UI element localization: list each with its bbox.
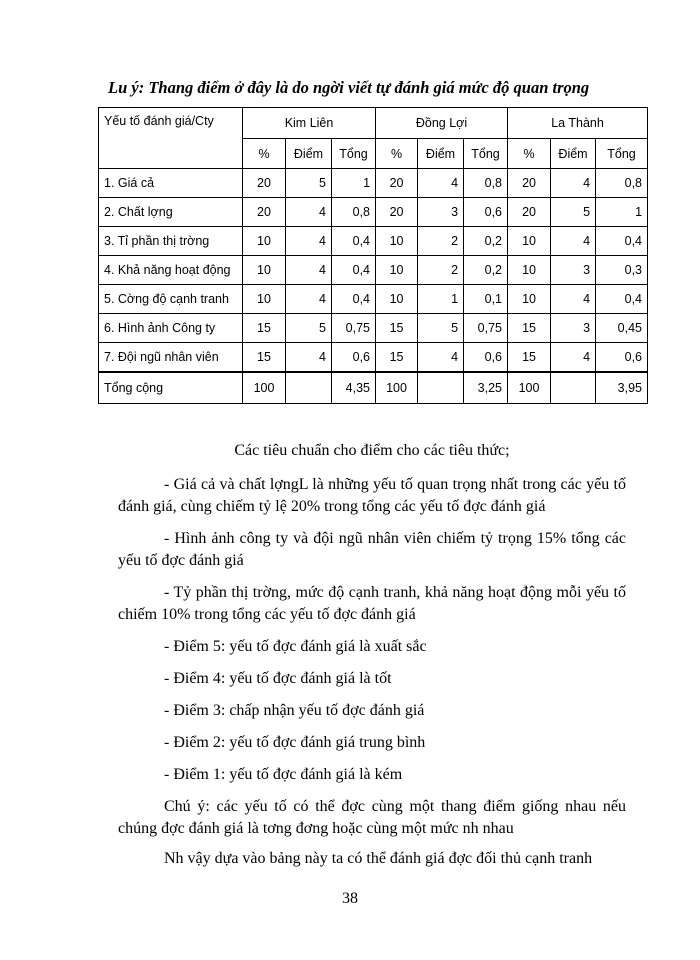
cell-total: 4,35	[332, 372, 376, 404]
header-company-1: Kim Liên	[243, 108, 376, 139]
cell-total: 0,8	[464, 169, 508, 198]
cell-score: 2	[418, 256, 464, 285]
bullet-score-4: - Điểm 4: yếu tố đợc đánh giá là tốt	[164, 670, 392, 687]
cell-percent: 15	[508, 314, 551, 343]
cell-score: 5	[418, 314, 464, 343]
cell-percent: 100	[376, 372, 418, 404]
cell-percent: 10	[243, 285, 286, 314]
cell-percent: 15	[376, 314, 418, 343]
table-row	[99, 343, 648, 373]
cell-total: 1	[596, 198, 648, 227]
cell-percent: 10	[376, 227, 418, 256]
cell-score: 5	[286, 169, 332, 198]
cell-total: 0,4	[332, 256, 376, 285]
table-row	[99, 256, 648, 285]
row-label: 7. Đội ngũ nhân viên	[99, 343, 243, 373]
row-label: 6. Hình ảnh Công ty	[99, 314, 243, 343]
table-row	[99, 198, 648, 227]
cell-total: 0,75	[332, 314, 376, 343]
cell-total: 0,45	[596, 314, 648, 343]
bullet-score-5: - Điểm 5: yếu tố đợc đánh giá là xuất sắc	[164, 638, 427, 655]
table-row	[99, 169, 648, 198]
cell-score: 4	[551, 169, 596, 198]
cell-score: 4	[551, 227, 596, 256]
bullet-score-2: - Điểm 2: yếu tố đợc đánh giá trung bình	[164, 734, 426, 751]
cell-score: 1	[418, 285, 464, 314]
cell-total: 0,4	[332, 227, 376, 256]
cell-score	[286, 372, 332, 404]
header-factor: Yếu tố đánh giá/Cty	[99, 108, 243, 169]
paragraph-image-staff: - Hình ảnh công ty và đội ngũ nhân viên chiếm tỷ trọng 15% tổng các yếu tố đợc đánh giá	[118, 530, 626, 569]
cell-score: 4	[286, 256, 332, 285]
cell-total: 0,8	[332, 198, 376, 227]
paragraph-closing: Nh vậy dựa vào bảng này ta có thể đánh giá đợc đối thủ cạnh tranh	[164, 850, 593, 867]
cell-percent: 15	[243, 343, 286, 373]
body-text	[118, 440, 626, 880]
cell-percent: 100	[243, 372, 286, 404]
cell-total: 3,95	[596, 372, 648, 404]
cell-total: 3,25	[464, 372, 508, 404]
subheader-percent: %	[376, 139, 418, 169]
cell-total: 0,3	[596, 256, 648, 285]
cell-total: 0,6	[464, 343, 508, 373]
row-label: 3. Tỉ phần thị trờng	[99, 227, 243, 256]
paragraph-note: Chú ý: các yếu tố có thể đợc cùng một thang điểm giống nhau nếu chúng đợc đánh giá là tơng đơng hoặc cùng một mức nh nhau	[118, 798, 626, 837]
subheader-score: Điểm	[418, 139, 464, 169]
cell-percent: 10	[243, 256, 286, 285]
cell-percent: 20	[508, 169, 551, 198]
row-label: 2. Chất lợng	[99, 198, 243, 227]
paragraph-price-quality: - Giá cả và chất lợngL là những yếu tố quan trọng nhất trong các yếu tố đánh giá, cùng chiếm tỷ lệ 20% trong tổng các yếu tố đợc đánh giá	[118, 476, 626, 515]
cell-percent: 15	[508, 343, 551, 373]
cell-total: 0,2	[464, 256, 508, 285]
subheader-total: Tổng	[464, 139, 508, 169]
cell-percent: 10	[508, 285, 551, 314]
cell-score: 5	[286, 314, 332, 343]
cell-percent: 10	[508, 227, 551, 256]
cell-percent: 20	[376, 169, 418, 198]
cell-score: 4	[286, 198, 332, 227]
cell-percent: 100	[508, 372, 551, 404]
paragraph-market-share: - Tỷ phần thị trờng, mức độ cạnh tranh, khả năng hoạt động mỗi yếu tố chiếm 10% trong tổng các yếu tố đợc đánh giá	[118, 584, 626, 623]
criteria-heading: Các tiêu chuẩn cho điểm cho các tiêu thức;	[234, 442, 510, 459]
bullet-score-3: - Điểm 3: chấp nhận yếu tố đợc đánh giá	[164, 702, 425, 719]
cell-score: 4	[286, 285, 332, 314]
cell-score: 3	[418, 198, 464, 227]
cell-percent: 10	[376, 256, 418, 285]
row-label: 5. Cờng độ cạnh tranh	[99, 285, 243, 314]
bullet-score-1: - Điểm 1: yếu tố đợc đánh giá là kém	[164, 766, 403, 783]
cell-total: 0,2	[464, 227, 508, 256]
page-number: 38	[342, 890, 358, 907]
subheader-score: Điểm	[286, 139, 332, 169]
cell-score: 5	[551, 198, 596, 227]
cell-total: 0,75	[464, 314, 508, 343]
table-row	[99, 314, 648, 343]
subheader-total: Tổng	[332, 139, 376, 169]
cell-percent: 10	[376, 285, 418, 314]
cell-total: 0,6	[596, 343, 648, 373]
cell-percent: 15	[243, 314, 286, 343]
cell-score: 4	[286, 227, 332, 256]
cell-score	[551, 372, 596, 404]
cell-total: 0,4	[332, 285, 376, 314]
cell-score	[418, 372, 464, 404]
cell-score: 4	[551, 343, 596, 373]
subheader-percent: %	[243, 139, 286, 169]
cell-percent: 20	[508, 198, 551, 227]
row-label: Tổng cộng	[99, 372, 243, 404]
cell-percent: 20	[243, 198, 286, 227]
cell-score: 4	[551, 285, 596, 314]
row-label: 4. Khả năng hoạt động	[99, 256, 243, 285]
subheader-score: Điểm	[551, 139, 596, 169]
header-company-2: Đồng Lợi	[376, 108, 508, 139]
table-row	[99, 285, 648, 314]
cell-score: 3	[551, 314, 596, 343]
cell-percent: 10	[508, 256, 551, 285]
cell-total: 0,4	[596, 227, 648, 256]
table-total-row	[99, 372, 648, 404]
subheader-total: Tổng	[596, 139, 648, 169]
cell-score: 4	[418, 169, 464, 198]
cell-total: 0,1	[464, 285, 508, 314]
score-table	[98, 107, 648, 404]
cell-total: 0,4	[596, 285, 648, 314]
cell-total: 0,6	[332, 343, 376, 373]
cell-score: 4	[418, 343, 464, 373]
cell-percent: 10	[243, 227, 286, 256]
header-company-3: La Thành	[508, 108, 648, 139]
cell-score: 3	[551, 256, 596, 285]
subheader-percent: %	[508, 139, 551, 169]
cell-total: 0,8	[596, 169, 648, 198]
cell-total: 1	[332, 169, 376, 198]
cell-score: 2	[418, 227, 464, 256]
cell-percent: 15	[376, 343, 418, 373]
cell-percent: 20	[243, 169, 286, 198]
row-label: 1. Giá cả	[99, 169, 243, 198]
table-row	[99, 227, 648, 256]
cell-score: 4	[286, 343, 332, 373]
table-note: Lu ý: Thang điểm ở đây là do ngời viết tự đánh giá mức độ quan trọng	[108, 78, 590, 97]
cell-total: 0,6	[464, 198, 508, 227]
cell-percent: 20	[376, 198, 418, 227]
